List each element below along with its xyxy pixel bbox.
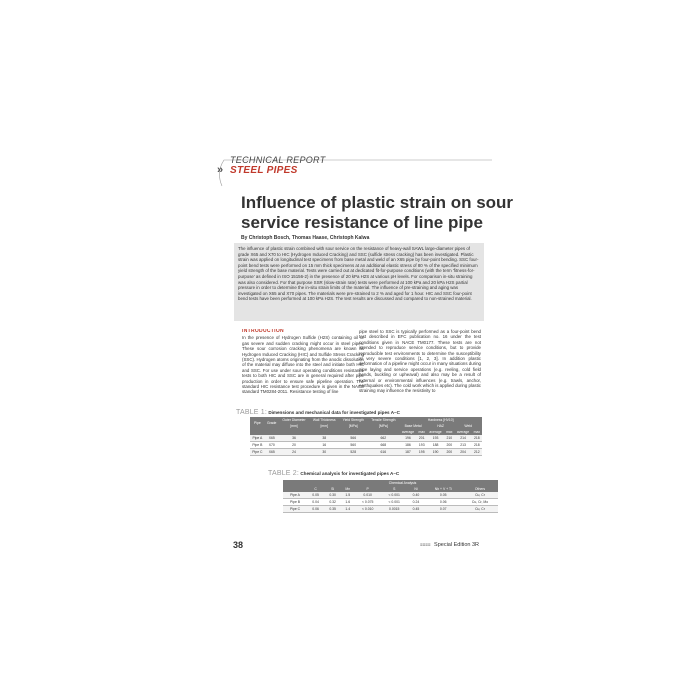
table1-stat: max [418,430,425,434]
table-cell: 0.0015 [381,506,408,513]
footer-edition [420,542,479,548]
intro-heading: INTRODUCTION [242,329,284,334]
table-cell: 187 [399,449,416,456]
table-cell: 20 [279,442,310,449]
table-cell: 195 [417,449,427,456]
table-cell: 0.010 [354,492,381,499]
table-cell: 1.4 [341,506,354,513]
table-cell: 186 [399,442,416,449]
table1-subheader: HAZ [427,423,455,429]
body-column-left [242,329,364,407]
table-cell: 188 [427,442,444,449]
table-cell: 204 [454,449,471,456]
chevron-right-icon: » [217,164,224,176]
table-cell: 1.5 [341,492,354,499]
table1-stat: average [454,429,471,435]
table2-header: Mn [341,486,354,492]
table-cell: 210 [444,435,454,442]
table1-unit: [mm] [279,423,310,429]
table1 [250,417,482,456]
table-cell: 200 [444,442,454,449]
table-cell: 24 [279,449,310,456]
table-cell: 560 [339,442,367,449]
table2-caption [268,470,399,477]
table-cell: Pipe B [283,499,307,506]
table-cell: 214 [454,435,471,442]
table2-header: S [381,486,408,492]
page-number: 38 [233,540,244,550]
table1-subheader: Base Metal [399,423,427,429]
table1-unit: [MPa] [367,423,399,429]
table1-stat: average [427,429,444,435]
intro-text-left: In the presence of Hydrogen Sulfide (H2S) containing oil or gas severe and sudden cracking might occur in steel pipes. These sour corrosion cracking phenomena are known as Hydrogen Induced Cracking (HIC) and Sulfide Stress Cracking (SSC). Hydrogen atoms originating from the anodic dissolution of the material may diffuse into the steel and initiate both HIC and SSC. For use under sour operating conditions resistance tests to both HIC and SSC are in general required after pipe production in order to ensure safe pipeline operation. The standard HIC resistance test procedure is given in the NACE standard TM0284-2011. Resistance testing of line [242,335,364,395]
table1-stat: max [473,430,481,434]
table1-stat: average [399,429,416,435]
table1-header: Pipe [250,417,265,429]
table1-unit: [mm] [309,423,339,429]
table-cell: Pipe C [250,449,265,456]
table-cell: 218 [472,442,482,449]
table-cell: X70 [265,442,279,449]
table-cell: 0.04 [307,499,324,506]
table2-header: P [354,486,381,492]
table-cell: 0.24 [407,499,424,506]
header-section: STEEL PIPES [230,165,298,176]
table-cell: 213 [454,442,471,449]
table-cell: 190 [427,449,444,456]
table-cell: 668 [367,442,399,449]
table-cell: < 0.001 [381,492,408,499]
table-cell: 0.05 [307,492,324,499]
table2-header: C [307,486,324,492]
article-abstract: The influence of plastic strain combined with sour service on the resistance of heavy-wall SAWL large-diameter pipes of grade X65 and X70 to HIC (Hydrogen Induced Cracking) and SSC (sulfide stress cracking) has been investigated. Plastic strain was applied on longitudinal test specimens from base metal and weld of an X65 pipe by four-point bending. SSC four-point bend tests were performed on 15 mm thick specimens at an additional elastic stress of 80 % of the specified minimum yield strength of the base material. Tests were carried out at dedicated fit-for-purpose conditions (with the term 'fitness-for-purpose' as defined in ISO 15156-2) in the presence of 20 kPa H2S at various pH levels. For comparison in-situ straining was also considered. For that purpose SSR (slow-strain rate) tests were performed at 100 kPa and 20 kPa H2S partial pressure in order to determine the in-situ strain limits of the material. The influence of pre-straining and aging was investigated on X65 and X70 pipes. The materials were pre-strained to 2 % and aged for 1 hour. HIC and SSC four-point bend tests have been performed at 100 kPa H2S. The test results are discussed and compared to non-strained material. [234,243,484,321]
table-cell: 0.40 [407,492,424,499]
table1-header: Tensile Strength [367,417,399,423]
table-cell: 0.30 [324,492,341,499]
table-cell: 212 [472,449,482,456]
table-row [250,449,482,456]
table1-unit: [MPa] [339,423,367,429]
table1-header: Hardness [HV10] [399,417,482,423]
table-cell: 193 [427,435,444,442]
table-cell: 0.45 [407,506,424,513]
table-cell: 196 [399,435,416,442]
table-cell: 528 [339,449,367,456]
table2-title: Chemical analysis for investigated pipes A–C [300,471,400,476]
table-row [283,506,498,513]
table-cell: 0.32 [324,499,341,506]
table1-header: Yield Strength [339,417,367,423]
table1-header: Wall Thickness [309,417,339,423]
table-cell: 662 [367,435,399,442]
header-category: TECHNICAL REPORT [230,155,326,165]
table-cell: < 0.075 [354,499,381,506]
table-cell: Pipe A [283,492,307,499]
table-cell: X65 [265,449,279,456]
table-cell: 36 [279,435,310,442]
body-column-right [359,329,481,415]
table-cell: 0.05 [424,492,462,499]
table2 [283,480,498,513]
table1-subheader: Weld [454,423,482,429]
table-cell: 0.07 [424,506,462,513]
table-cell: 16 [309,442,339,449]
table1-header: Outer Diameter [279,417,310,423]
table-row [283,499,498,506]
table-cell: 193 [417,442,427,449]
table-cell: Pipe C [283,506,307,513]
table-cell: 38 [309,435,339,442]
section-header [212,152,492,188]
table2-group-header: Chemical Analysis [307,480,498,486]
table-cell: 1.6 [341,499,354,506]
table-cell: Cu, Cr [462,506,498,513]
table-cell: Pipe A [250,435,265,442]
table-cell: 218 [472,435,482,442]
intro-text-right: pipe steel to SSC is typically performed as a four-point bend test described in EFC publication no. 16 under the test conditions given in NACE TM0177. These tests are not intended to reproduce service conditions, but to provide reproducible test environments to determine the susceptibility at very severe conditions [1, 2, 3]. In addition plastic deformation of a pipeline might occur in many situations during pipe laying and service operations (e.g. reeling, cold field bends, buckling or upheaval) and also may be a result of external or environmental influences (e.g. trawls, anchor, earthquakes etc). The cold work which is applied during plastic straining may influence the resistivity to [359,329,481,394]
table-cell: 30 [309,449,339,456]
table-cell: 616 [367,449,399,456]
table-cell: Cu, Cr [462,492,498,499]
footer-edition-text: Special Edition 3R [434,542,479,548]
table-cell: Cu, Cr, Mo [462,499,498,506]
article-authors: By Christoph Bosch, Thomas Haase, Christoph Kalwa [241,235,370,241]
table-cell: < 0.010 [354,506,381,513]
article-title: Influence of plastic strain on sour service resistance of line pipe [241,193,514,232]
table1-title: Dimensions and mechanical data for investigated pipes A–C [268,410,400,415]
table-cell: 0.06 [424,499,462,506]
table-cell: X65 [265,435,279,442]
table2-header: Ni [407,486,424,492]
table-row [250,442,482,449]
table-cell: 200 [444,449,454,456]
table1-header: Grade [265,417,279,429]
table-cell: Pipe B [250,442,265,449]
table2-header: Si [324,486,341,492]
table-cell: 0.06 [307,506,324,513]
footer-brand: ≡≡≡≡ [420,542,431,547]
table1-label: TABLE 1: [236,409,268,416]
table-cell: 0.35 [324,506,341,513]
table1-stat: max [446,430,453,434]
table-cell: 566 [339,435,367,442]
table-cell: < 0.001 [381,499,408,506]
table2-header: Others [462,486,498,492]
table-cell: 201 [417,435,427,442]
table2-header: Nb + V + Ti [424,486,462,492]
table2-label: TABLE 2: [268,470,300,477]
table1-caption [236,409,400,416]
